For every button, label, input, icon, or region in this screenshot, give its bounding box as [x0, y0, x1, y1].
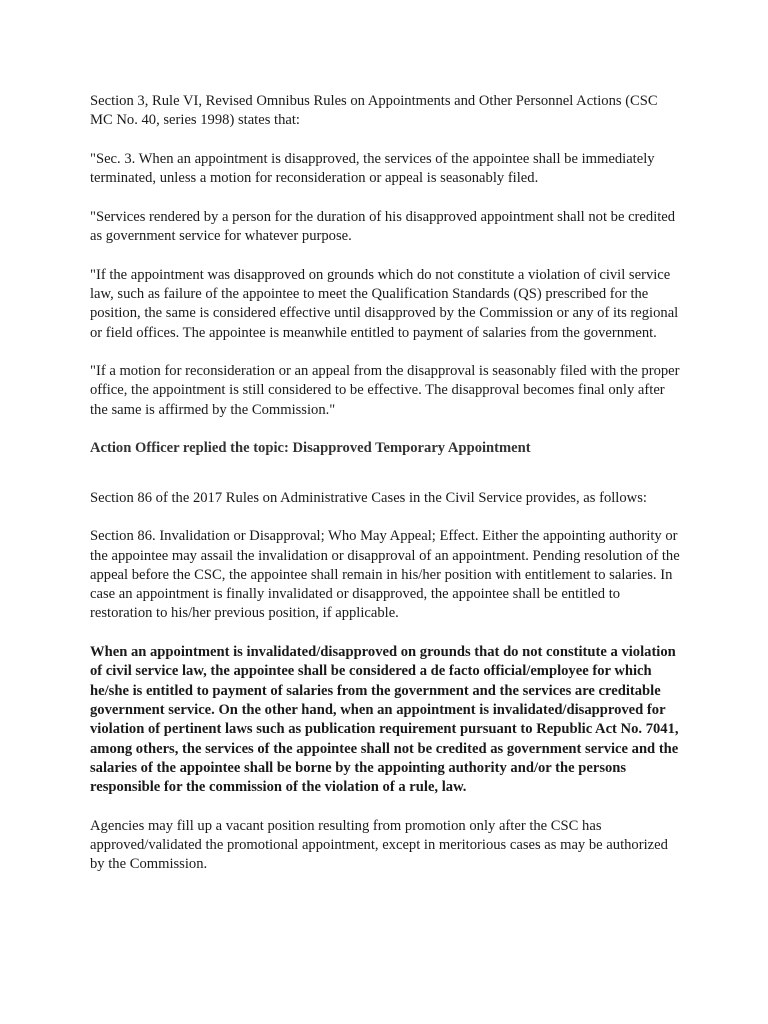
motion-reconsideration-quote: "If a motion for reconsideration or an appeal from the disapproval is seasonably filed with the proper office, the appointment is still considered to be effective. The disapproval becomes final only after the same is affirmed by the Commission." [90, 363, 680, 418]
section-3-quote: "Sec. 3. When an appointment is disapproved, the services of the appointee shall be immediately terminated, unless a motion for reconsideration or appeal is seasonably filed. [90, 150, 655, 187]
qualification-standards-quote: "If the appointment was disapproved on grounds which do not constitute a violation of civil service law, such as failure of the appointee to meet the Qualification Standards (QS) prescribed for the position, the same is considered effective until disapproved by the Commission or any of its regional or field offices. The appointee is meanwhile entitled to payment of salaries from the government. [90, 266, 679, 341]
vacant-position-paragraph: Agencies may fill up a vacant position resulting from promotion only after the CSC has approved/validated the promotional appointment, except in meritorious cases as may be authorized by the Commission. [90, 817, 668, 873]
intro-paragraph: Section 3, Rule VI, Revised Omnibus Rules on Appointments and Other Personnel Actions (CSC MC No. 40, series 1998) states that: [90, 93, 658, 129]
action-officer-heading: Action Officer replied the topic: Disapproved Temporary Appointment [90, 440, 531, 457]
de-facto-official-paragraph: When an appointment is invalidated/disapproved on grounds that do not constitute a violation of civil service law, the appointee shall be considered a de facto official/employee for which he/she is entitled to payment of salaries from the government and the services are creditable government service. On the other hand, when an appointment is invalidated/disapproved for violation of pertinent laws such as publication requirement pursuant to Republic Act No. 7041, among others, the services of the appointee shall not be credited as government service and the salaries of the appointee shall be borne by the appointing authority and/or the persons responsible for the commission of the violation of a rule, law. [90, 644, 679, 796]
services-rendered-quote: "Services rendered by a person for the duration of his disapproved appointment shall not be credited as government service for whatever purpose. [90, 208, 676, 245]
document-body [90, 92, 682, 894]
section-86-intro: Section 86 of the 2017 Rules on Administrative Cases in the Civil Service provides, as follows: [90, 489, 647, 506]
section-86-text: Section 86. Invalidation or Disapproval; Who May Appeal; Effect. Either the appointing authority or the appointee may assail the invalidation or disapproval of an appointment. Pending resolution of the appeal before the CSC, the appointee shall remain in his/her position with entitlement to salaries. In case an appointment is finally invalidated or disapproved, the appointee shall be entitled to restoration to his/her previous position, if applicable. [90, 528, 680, 622]
